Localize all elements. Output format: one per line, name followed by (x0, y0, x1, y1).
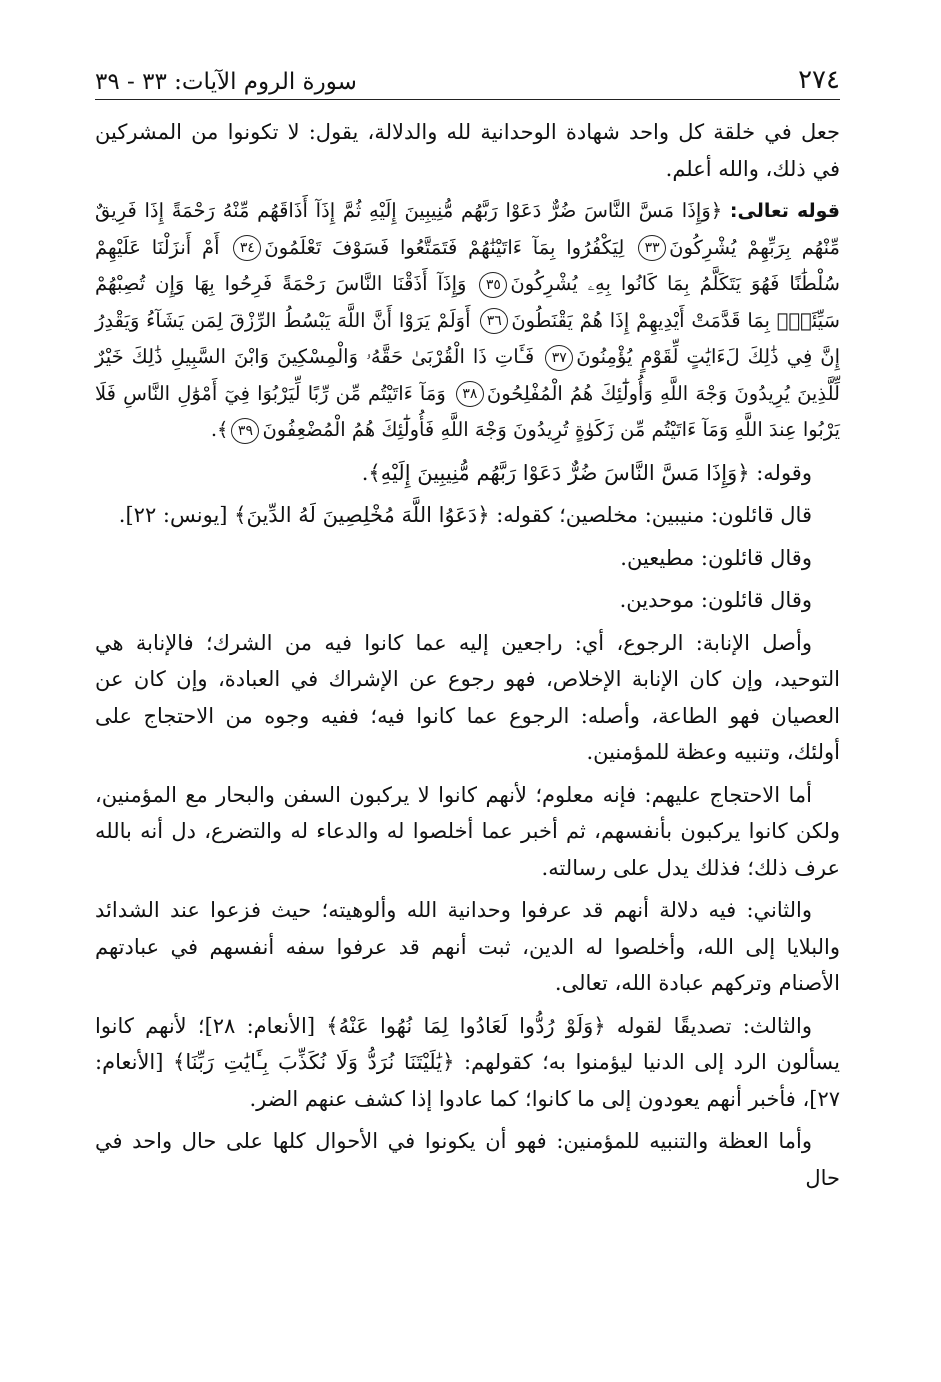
ayah-number-marker: ٣٣ (638, 235, 666, 261)
quran-verses (95, 193, 840, 449)
verse-text: ﴿وَإِذَا مَسَّ النَّاسَ ضُرٌّ دَعَوْا رَبَّهُم مُّنِيبِينَ إِلَيْهِ ثُمَّ إِذَآ أَذَاقَهُم مِّنْهُ رَحْمَةً إِذَا فَرِيقٌ مِّنْهُم بِرَبِّهِمْ يُشْرِكُونَ (95, 199, 840, 259)
page-number: ٢٧٤ (798, 65, 840, 95)
running-title: سورة الروم الآيات: ٣٣ - ٣٩ (95, 69, 357, 95)
paragraph: وأما العظة والتنبيه للمؤمنين: فهو أن يكونوا في الأحوال كلها على حال واحد في حال (95, 1129, 840, 1190)
book-page (95, 55, 840, 1202)
verse-text: أَمْ أَنزَلْنَا عَلَيْهِمْ سُلْطَٰنًا فَهُوَ يَتَكَلَّمُ بِمَا كَانُوا بِهِۦ يُشْرِكُونَ (95, 235, 840, 295)
ayah-number-marker: ٣٤ (233, 235, 261, 261)
verse-text: فَـَٔاتِ ذَا الْقُرْبَىٰ حَقَّهُۥ وَالْمِسْكِينَ وَابْنَ السَّبِيلِ ذَٰلِكَ خَيْرٌ لِّلَّذِينَ يُرِيدُونَ وَجْهَ اللَّهِ وَأُولَٰٓئِكَ هُمُ الْمُفْلِحُونَ (95, 345, 840, 405)
ayah-number-marker: ٣٦ (480, 308, 508, 334)
verse-text: لِيَكْفُرُوا بِمَآ ءَاتَيْنَٰهُمْ فَتَمَتَّعُوا فَسَوْفَ تَعْلَمُونَ (264, 235, 625, 259)
paragraph: والثاني: فيه دلالة أنهم قد عرفوا وحدانية الله وألوهيته؛ حيث فزعوا عند الشدائد والبلايا إلى الله، وأخلصوا له الدين، ثبت أنهم قد عرفوا سفه أنفسهم في عبادتهم الأصنام وتركهم عبادة الله، تعالى. (95, 898, 840, 995)
paragraph: وأصل الإنابة: الرجوع، أي: راجعين إليه عما كانوا فيه من الشرك؛ فالإنابة هي التوحيد، وإن كان الإنابة الإخلاص، فهو رجوع عن الإشراك في العبادة، وإن كان عن العصيان فهو الطاعة، وأصله: الرجوع عما كانوا فيه؛ ففيه وجوه من الاحتجاج على أولئك، وتنبيه وعظة للمؤمنين. (95, 630, 840, 764)
paragraph-continuation: جعل في خلقة كل واحد شهادة الوحدانية لله والدلالة، يقول: لا تكونوا من المشركين في ذلك، والله أعلم. (95, 120, 840, 181)
paragraph: أما الاحتجاج عليهم: فإنه معلوم؛ لأنهم كانوا لا يركبون السفن والبحار مع المؤمنين، ولكن كانوا يركبون بأنفسهم، ثم أخبر عما أخلصوا له والدعاء له والتضرع، دل أنه بالله عرف ذلك؛ فذلك يدل على رسالته. (95, 782, 840, 880)
page-body (95, 114, 840, 1196)
paragraph: وقوله: ﴿وَإِذَا مَسَّ النَّاسَ ضُرٌّ دَعَوْا رَبَّهُم مُّنِيبِينَ إِلَيْهِ﴾. (361, 460, 812, 485)
paragraph: وقال قائلون: مطيعين. (620, 545, 812, 570)
paragraph: وقال قائلون: موحدين. (619, 588, 812, 612)
verse-lead: قوله تعالى: (729, 200, 840, 222)
ayah-number-marker: ٣٥ (479, 272, 507, 298)
paragraph: قال قائلون: منيبين: مخلصين؛ كقوله: ﴿دَعَوُا اللَّهَ مُخْلِصِينَ لَهُ الدِّينَ﴾ [يونس: ٢٢]. (118, 503, 812, 527)
ayah-number-marker: ٣٧ (545, 345, 573, 371)
paragraph: والثالث: تصديقًا لقوله ﴿وَلَوْ رُدُّوا لَعَادُوا لِمَا نُهُوا عَنْهُ﴾ [الأنعام: ٢٨]؛ لأنهم كانوا يسألون الرد إلى الدنيا ليؤمنوا به؛ كقولهم: ﴿يَٰلَيْتَنَا نُرَدُّ وَلَا نُكَذِّبَ بِـَٔايَٰتِ رَبِّنَا﴾ [الأنعام: ٢٧]، فأخبر أنهم يعودون إلى ما كانوا؛ كما عادوا إذا كشف عنهم الضر. (95, 1013, 840, 1111)
ayah-number-marker: ٣٩ (231, 418, 259, 444)
verse-text: وَإِذَآ أَذَقْنَا النَّاسَ رَحْمَةً فَرِحُوا بِهَا وَإِن تُصِبْهُمْ سَيِّئَةٌۢ بِمَا قَدَّمَتْ أَيْدِيهِمْ إِذَا هُمْ يَقْنَطُونَ (95, 272, 840, 332)
ayah-number-marker: ٣٨ (456, 381, 484, 407)
verse-text: وَمَآ ءَاتَيْتُم مِّن رِّبًا لِّيَرْبُوَا فِيٓ أَمْوَٰلِ النَّاسِ فَلَا يَرْبُوا عِندَ اللَّهِ وَمَآ ءَاتَيْتُم مِّن زَكَوٰةٍ تُرِيدُونَ وَجْهَ اللَّهِ فَأُولَٰٓئِكَ هُمُ الْمُضْعِفُونَ (95, 381, 840, 441)
page-header (95, 55, 840, 100)
verse-text: أَوَلَمْ يَرَوْا أَنَّ اللَّهَ يَبْسُطُ الرِّزْقَ لِمَن يَشَآءُ وَيَقْدِرُ إِنَّ فِي ذَٰلِكَ لَءَايَٰتٍ لِّقَوْمٍ يُؤْمِنُونَ (95, 308, 841, 368)
verse-closing: ﴾. (210, 418, 229, 441)
